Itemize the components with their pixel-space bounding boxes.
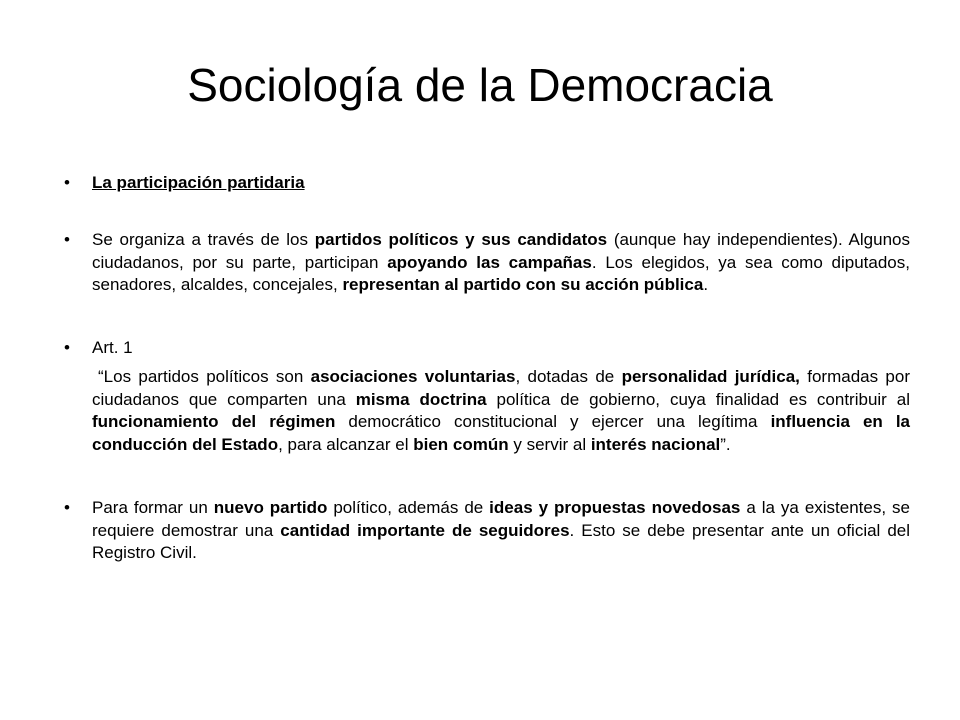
bullet-marker: •	[64, 173, 70, 192]
quote-f: misma doctrina	[355, 389, 487, 409]
quote-h: funcionamiento del régimen	[92, 412, 336, 432]
quote-c: , dotadas de	[515, 366, 622, 386]
p3-bold-d: ideas y propuestas novedosas	[489, 497, 741, 517]
p1-bold-b: partidos políticos y sus candidatos	[314, 229, 608, 249]
p3-text-e: a la ya existentes, se requiere demostrar una	[92, 497, 910, 540]
p1-bold-d: apoyando las campañas	[387, 252, 592, 272]
quote-g: política de gobierno, cuya finalidad es contribuir al	[486, 389, 910, 409]
section-heading: La participación partidaria	[92, 173, 305, 192]
article-label: Art. 1	[92, 338, 133, 358]
bullet-paragraph-1	[64, 229, 910, 297]
article-quote	[64, 366, 910, 457]
p1-text-e: . Los elegidos, ya sea como diputados, senadores, alcaldes, concejales,	[92, 252, 910, 295]
bullet-marker: •	[64, 338, 70, 358]
quote-a: “Los partidos políticos son	[98, 366, 311, 386]
slide-content	[64, 172, 910, 565]
p1-text-g: .	[703, 275, 709, 295]
quote-m: y servir al	[508, 435, 591, 455]
quote-k: , para alcanzar el	[278, 435, 414, 455]
p1-text-c: (aunque hay independientes). Algunos ciudadanos, por su parte, participan	[92, 229, 910, 272]
quote-n: interés nacional	[590, 435, 721, 455]
quote-j: influencia en la conducción del Estado	[92, 412, 911, 455]
bullet-marker: •	[64, 229, 70, 249]
p3-bold-f: cantidad importante de seguidores	[280, 520, 570, 540]
quote-o: ”.	[720, 435, 731, 455]
p3-text-a: Para formar un	[92, 497, 214, 517]
bullet-article	[64, 337, 910, 360]
quote-i: democrático constitucional y ejercer una legítima	[335, 412, 771, 432]
p1-bold-f: representan al partido con su acción pública	[342, 275, 704, 295]
bullet-marker: •	[64, 497, 70, 517]
bullet-paragraph-3	[64, 497, 910, 565]
bullet-heading	[64, 172, 910, 195]
p3-text-c: político, además de	[327, 497, 490, 517]
p3-text-g: . Esto se debe presentar ante un oficial del Registro Civil.	[92, 520, 911, 563]
quote-d: personalidad jurídica,	[621, 366, 800, 386]
slide-title: Sociología de la Democracia	[187, 59, 773, 111]
quote-b: asociaciones voluntarias	[310, 366, 516, 386]
quote-l: bien común	[413, 435, 509, 455]
p1-text-a: Se organiza a través de los	[92, 229, 315, 249]
p3-bold-b: nuevo partido	[213, 497, 328, 517]
quote-e: formadas por ciudadanos que comparten una	[92, 366, 910, 409]
